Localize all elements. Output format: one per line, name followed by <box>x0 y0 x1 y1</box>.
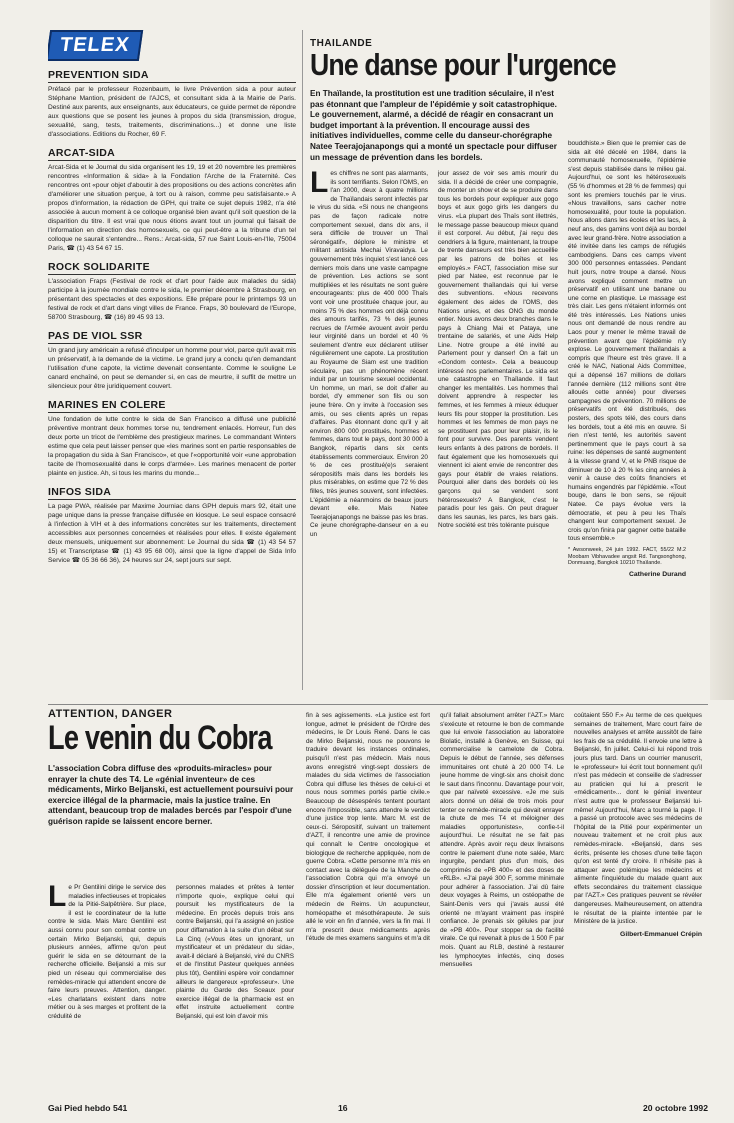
article-column-3: bouddhiste.» Bien que le premier cas de sida ait été décelé en 1984, dans la communauté homosexuelle, l'épidémie s'est depuis stabilisée dans le milieu gai. Aujourd'hui, ce sont les hétérosexuels (55 % d'hommes et 28 % de femmes) qui sont les premiers touchés par le virus. «Nous travaillons, sans cacher notre homosexualité, pour toute la population. Nous allons dans les écoles et les lacs, à neuf ans, des gamins vont déjà au bordel avec leur grand-frère. Notre association a été invitée dans les camps de réfugiés cambodgiens. Dans ces camps vivent 300 000 personnes entassées. Pendant huit jours, notre troupe a dansé. Nous avons expliqué comment mettre un préservatif en utilisant une banane ou une corne en plastique. Le massage est très clair. Les gens n'étaient informés ont été très intéressés. Les Nations unies nous ont demandé de nous rendre au Laos pour y mener le même travail de prévention avant que l'épidémie n'y explose. Le gouvernement thaïlandais a compris que l'heure est très grave. Il a créé le NAC, National Aids Committee, qui a dépensé 167 millions de dollars l'année dernière (112 millions sont être alloués cette année) pour diverses campagnes de prévention. 70 millions de préservatifs ont été distribués, des posters, des spots télé, des cours dans les bordels, tout a été mis en œuvre. Si rien n'est tenté, les autorités savent pertinemment que le pays court à sa ruine: les dépenses de santé augmentent à la vitesse grand V, et le PNB risque de diminuer de 10 à 20 % les cinq années à venir à cause des coûts financiers et humains engendrés par l'épidémie. «Tout bouge, dans le bon sens, se réjouit Natee. Ce pays évolue vers la démocratie, et peu à peu les Thaïs changent leur comportement sexuel. Je crois qu'on finira par gagner cette bataille tous ensemble.» * Awsonweek, 24 juin 1992. FACT, 55/22 M.2 Moobarn Vibhavadee angsit Rd. Tangsonghong, Donmuang, Bangkok 10210 Thaïlande. Catherine Durand <box>568 140 686 578</box>
telex-brief <box>48 486 296 565</box>
thailande-article <box>310 38 690 698</box>
article-footnote: * Awsonweek, 24 juin 1992. FACT, 55/22 M.2 Moobarn Vibhavadee angsit Rd. Tangsonghong, Donmuang, Bangkok 10210 Thaïlande. <box>568 546 686 567</box>
telex-brief <box>48 399 296 478</box>
brief-body: L'association Fraps (Festival de rock et d'art pour l'aide aux malades du sida) participe à la journée mondiale contre le sida, le premier décembre à Strasbourg, en présentant des spectacles et des expositions. Elle prépare pour le printemps 93 un festival de rock et d'art dans vingt villes de France. Fraps, 30 boulevard de l'Europe, 58700 Strasbourg, ☎ (16) 89 45 93 13. <box>48 278 296 321</box>
brief-title: ARCAT-SIDA <box>48 147 296 161</box>
issue-date: 20 octobre 1992 <box>643 1103 708 1113</box>
page-number: 16 <box>338 1103 348 1113</box>
telex-logo: TELEX <box>48 30 144 61</box>
cobra-header <box>48 708 298 828</box>
cobra-kicker: ATTENTION, DANGER <box>48 708 173 720</box>
article-signature: Catherine Durand <box>628 570 686 578</box>
cobra-column-1: Le Pr Gentilini dirige le service des maladies infectieuses et tropicales de la Pitié-Salpêtrière. Sur place, il est le coordinateur de la lutte contre le sida. Mais Marc Gentilini est aussi connu pour son combat contre un certain Mirko Beljanski, qui, depuis plusieurs années, affirme qu'on peut guérir le sida en se détournant de la recherche officielle. Beljanski a mis sur pied un réseau qui commercialise des remèdes-miracle qui attendent encore de faire leurs preuves. Attention, danger. «Les charlatans existent dans notre métier ou à ses marges et profitent de la crédulité de <box>48 884 166 1020</box>
brief-title: INFOS SIDA <box>48 486 296 500</box>
drop-cap: L <box>48 884 67 913</box>
article-headline: Une danse pour l'urgence <box>310 47 616 82</box>
telex-column <box>48 30 296 700</box>
cobra-column-3: fin à ses agissements. «La justice est fort longue, admet le président de l'Ordre des médecins, le Dr Louis René. Dans le cas de Mirko Beljanski, nous ne pouvons le traduire devant les instances ordinales, puisqu'il n'est pas médecin. Mais nous avons enregistré vingt-sept dossiers de malades du sida victimes de l'association Cobra qui diffuse les thèses de celui-ci et nous nous sommes portés partie civile.» Beaucoup de désespérés tentent pourtant encore l'impossible, sans attendre le verdict d'une justice trop lente. Marc M. est de ceux-ci. Séropositif, suivant un traitement d'AZT, il rencontre une amie de province qui connaît le Centre oncologique et biologique de recherche appliquée, nom de guerre Cobra. «Cette personne m'a mis en contact avec la déléguée de la Manche de l'association Cobra qui m'a envoyé un dossier d'inscription et leur documentation. Elle m'a également orienté vers un médecin de Reims. Un acupuncteur, homéopathe et mésothérapeute. Je suis allé le voir en fin d'année, vers la fin mai. Il m'a prescrit deux médicaments après l'étude de mes examens sanguins et m'a dit <box>306 712 430 943</box>
telex-brief <box>48 147 296 253</box>
cobra-signature: Gilbert-Emmanuel Crépin <box>620 930 702 938</box>
brief-body: La page PWA, réalisée par Maxime Journiac dans GPH depuis mars 92, était une page unique dans la presse française diffusée en kiosque. Le seul espace consacré à l'infection à VIH et à des informations concrètes sur les traitements, directement accessibles aux personnes concernées et réalisées pour elles. Il existe également deux mensuels, uniquement sur abonnement: Le Journal du sida ☎ (1) 43 54 57 15) et Transcriptase ☎ (1) 43 95 68 00), ainsi que la ligne d'appel de Sida Info Service ☎ 05 36 66 36), 24 heures sur 24, sept jours sur sept. <box>48 503 296 564</box>
cobra-column-2: personnes malades et prêtes à tenter n'importe quoi», explique celui qui poursuit les mystificateurs de la médecine. En procès depuis trois ans contre Beljanski, qui l'a assigné en justice pour diffamation à la suite d'un débat sur La Cinq («Vous êtes un ignorant, un mystificateur et un prédateur du sida», avait-il déclaré à Beljanski, viré du CNRS et de l'Institut Pasteur quelques années plus tôt), Gentilini espère voir condamner ailleurs le dangereux «professeur». Une plainte du Garde des Sceaux pour exercice illégal de la pharmacie est en effet instruite actuellement contre Beljanski, qui est loin d'avoir mis <box>176 884 294 1020</box>
telex-brief <box>48 330 296 391</box>
cobra-article <box>48 708 708 1098</box>
brief-body: Un grand jury américain a refusé d'inculper un homme pour viol, parce qu'il avait mis un préservatif, à la demande de la victime. Le grand jury a conclu qu'en demandant l'utilisation d'une capote, la victime devenait consentante. Comme le souligne Le canard enchaîné, on peut se demander si, en cas de meurtre, il suffit de mettre un silencieux pour être juridiquement couvert. <box>48 347 296 390</box>
brief-title: PAS DE VIOL SSR <box>48 330 296 344</box>
brief-body: Préfacé par le professeur Rozenbaum, le livre Prévention sida a pour auteur Stéphane Mantion, président de l'AJCS, et consultant sida à la Mairie de Paris. Destiné aux parents, aux enseignants, aux éducateurs, ce guide permet de répondre aux questions que se posent les jeunes à propos du sida (transmission, drogue, sexualité, sang, tests, traitements, discriminations...) et donne une liste d'associations. Editions du Rocher, 69 F. <box>48 86 296 138</box>
brief-title: MARINES EN COLERE <box>48 399 296 413</box>
section-divider <box>48 704 708 705</box>
article-column-1: Les chiffres ne sont pas alarmants, ils sont terrifiants. Selon l'OMS, en l'an 2000, deux à quatre millions de Thaïlandais seront infectés par le virus du sida. «Si nous ne changeons pas de façon radicale notre comportement sexuel, dans dix ans, il sera difficile de trouver un Thaï séronégatif», déplore le ministre et militant antisida Mechai Viravaidya. Le gouvernement très inquiet s'est lancé ces derniers mois dans une vaste campagne de prévention. Les actions se sont multipliées et les résultats ne sont guère encourageants: plus de 400 000 Thaïs vont voir une prostituée chaque jour, au moins 75 % des hommes ont déjà connu des amours tarifés, 73 % des jeunes recrues de l'Armée avouent avoir perdu leur virginité dans un bordel et 40 % seulement d'entre eux déclarent utiliser régulièrement une capote. La prostitution au Royaume de Siam est une tradition séculaire, pas un phénomène récent induit par un tourisme sexuel occidental. Un homme, un mari, se doit d'aller au bordel, d'y emmener son fils ou son jeune frère. On y invite à l'occasion ses amis, ou ses clients après un repas d'affaires. Pas étonnant donc qu'il y ait environ 800 000 prostitués, hommes et femmes, dans tout le pays, dont 30 000 à Bangkok, répartis dans six cents établissements commerciaux. Environ 20 % de ces prostitué(e)s seraient séropositifs mais dans les bordels les plus misérables, on estime que 72 % des filles, très jeunes souvent, sont infectées. L'épidémie a néanmoins de beaux jours devant elle. Mais Natee Teerajojanapongs ne baisse pas les bras. Ce jeune chorégraphe-danseur en a eu un <box>310 170 428 538</box>
brief-body: Une fondation de lutte contre le sida de San Francisco a diffusé une publicité préventive montrant deux hommes torse nu, tendrement enlacés. Horreur, l'un des deux porte un tricot de l'emblème des prestigieux marines. Le commandant Winters estime que cela peut laisser penser que «les marines sont en partie responsables de la propagation du sida à San Francisco», et que l'«opportunité voir «une approbation tacite de l'homosexualité dans le corps d'armée». Les marines menacent de porter plainte en justice. Ah, si tous les marins du monde... <box>48 416 296 477</box>
telex-brief <box>48 261 296 322</box>
cobra-column-5: coûtaient 550 F.» Au terme de ces quelques semaines de traitement, Marc court faire de nouvelles analyses et arrête aussitôt de faire les frais de sa crédulité. Il envoie une lettre à Beljanski, fin juillet. Celui-ci lui répond trois jours plus tard. Dans un courrier manuscrit, le «professeur» lui écrit tout bonnement qu'il n'est pas médecin et conseille de s'adresser au praticien qui lui a prescrit le «médicament»... dont le génial inventeur n'est autre que le professeur Beljanski lui-même! Aujourd'hui, Marc a tourné la page. Il a passé un protocole avec ses médecins de l'hôpital de la Pitié pour expérimenter un nouveau traitement et ne croit plus aux remèdes-miracle. «Beljanski, dans ses écrits, présente les choses d'une telle façon qu'on est tenté d'y croire. Il n'hésite pas à attaquer avec polémique les médecins et alimente l'inquiétude du malade quant aux effets secondaires du traitement classique par l'AZT.» Ces pratiques peuvent se révéler dangereuses. Malheureusement, on attendra le résultat de la plainte intentée par le Ministère de la justice. Gilbert-Emmanuel Crépin <box>574 712 702 938</box>
drop-cap: L <box>310 170 329 199</box>
telex-briefs <box>48 69 296 565</box>
article-lead: En Thaïlande, la prostitution est une tradition séculaire, il n'est pas étonnant que l'ampleur de l'épidémie y soit catastrophique. Le gouvernement, alarmé, a décidé de réagir en consacrant un budget important à la prévention. Il encourage aussi des initiatives individuelles, comme celle du danseur-chorégraphe Natee Teerajojanapongs qui a monté un spectacle pour diffuser un message de prévention dans les bordels. <box>310 89 557 162</box>
brief-title: ROCK SOLIDARITE <box>48 261 296 275</box>
magazine-name: Gai Pied hebdo 541 <box>48 1103 128 1113</box>
brief-title: PREVENTION SIDA <box>48 69 296 83</box>
telex-brief <box>48 69 296 139</box>
facing-page-edge <box>710 0 734 700</box>
cobra-lead: L'association Cobra diffuse des «produits-miracles» pour enrayer la chute des T4. Le «génial inventeur» de ces médicaments, Mirko Beljanski, est actuellement poursuivi pour exercice illégal de la pharmacie, mais la justice traîne. En attendant, beaucoup trop de malades bercés par l'espoir d'une guérison rapide se laissent encore berner. <box>48 764 294 826</box>
article-column-2: jour assez de voir ses amis mourir du sida. Il a décidé de créer une compagnie, de monter un show et de se produire dans tous les bordels pour expliquer aux gogo boys et aux gogo girls les dangers du virus. «La plupart des Thaïs sont illettrés, le message passe beaucoup mieux quand il est corporel. Au début, j'ai reçu des cendriers à la figure, maintenant, la troupe de trente danseurs est très bien accueillie par les patrons de boîtes et les employés.» FACT, l'association mise sur pied par Natee, est reconnue par le gouvernement thaïlandais qui lui verse des subventions. «Nous recevons également des aides de l'OMS, des Nations unies, et des ONG du monde entier. Nous avons deux branches dans le pays à Chiang Mai et Pataya, une trentaine de salariés, et une Aids Help Line. Notre groupe a été invité au Parlement pour y danser! On a fait un «Condom contest». Cela a beaucoup intéressé nos parlementaires. Le sida est une catastrophe en Thaïlande. Il faut changer les mentalités. Les hommes thaï doivent apprendre à respecter les femmes, et les femmes à mieux éduquer leurs fils pour stopper la prostitution. Les hommes et les femmes de mon pays ne se prostituent pas pour leur plaisir, ils le font pour survivre. Des parents vendent leurs enfants à des patrons de bordels. Il faut également que les homosexuels qui viennent ici aient envie de rencontrer des gays pour établir de vraies relations. Pourquoi aller dans des bordels où les garçons qui se vendent sont hétérosexuels? A Bangkok, c'est le paradis pour les gais. On peut draguer dans les saunas, les parcs, les bars gais. Notre société est très tolérante puisque <box>438 170 558 530</box>
cobra-column-4: qu'il fallait absolument arrêter l'AZT.» Marc s'exécute et retourne le bon de commande que lui envoie l'association au laboratoire Biolatic, installé à Genève, en Suisse, qui commercialise le camelote de Cobra. Depuis le début de l'année, ses défenses immunitaires ont chuté à 20 000 T4. Le jeune homme de vingt-six ans choisit donc le saut dans l'inconnu. Davantage pour voir, que par naïveté excessive. «Je me suis alors donné un délai de trois mois pour tenter ce remède-miracle qui devait enrayer la chute de mes T4 et méloigner des maladies opportunistes», confie-t-il aujourd'hui. Le résultat ne se fait pas attendre. Après avoir reçu deux livraisons contre le paiement d'une note salée, Marc ingurgite, pendant plus d'un mois, des comprimés de «PB 400» et des doses de «RLB». «J'ai payé 300 F, somme minimale pour adhérer à l'association. J'ai dû faire deux voyages à Reims, un ostéopathe de Saint-Denis vers qui j'avais aussi été orienté ne m'ayant vraiment pas inspiré confiance. Je prenais six gélules par jour de «PB 400». Pour stopper sa de facilité virale. Ce qui revenait à plus de 1 500 F par mois. Quant au RLB, destiné à restaurer les lymphocytes infectés, cinq doses mensuelles <box>440 712 564 969</box>
cobra-headline: Le venin du Cobra <box>48 719 272 757</box>
column-divider <box>302 30 303 690</box>
article-kicker: THAILANDE <box>310 38 373 49</box>
brief-body: Arcat-Sida et le Journal du sida organisent les 19, 19 et 20 novembre les premières rencontres «Information & sida» à la Fondation l'Arche de la Fraternité. Ces rencontres ont «pour objet d'aboutir à des propositions ou des actions concrètes afin d'améliorer une situation perçue, à tort ou à raison, comme peu satisfaisante.» A propos d'information, la rédaction de GPH, qui traite ce sujet depuis 1982, n'a été associée à aucun moment à ce colloque organisé bien avant qu'il soit question de la disparition du titre. Il est vrai que nous étions avant tout un journal qui faisait de l'information en direction des homosexuels, ce qui peut-être a la tribune d'un tel colloque ne saurait s'entendre... Rens.: Arcat-sida, 57 rue Saint Louis-en-l'Ile, 75004 Paris, ☎ (1) 43 54 67 15. <box>48 164 296 252</box>
